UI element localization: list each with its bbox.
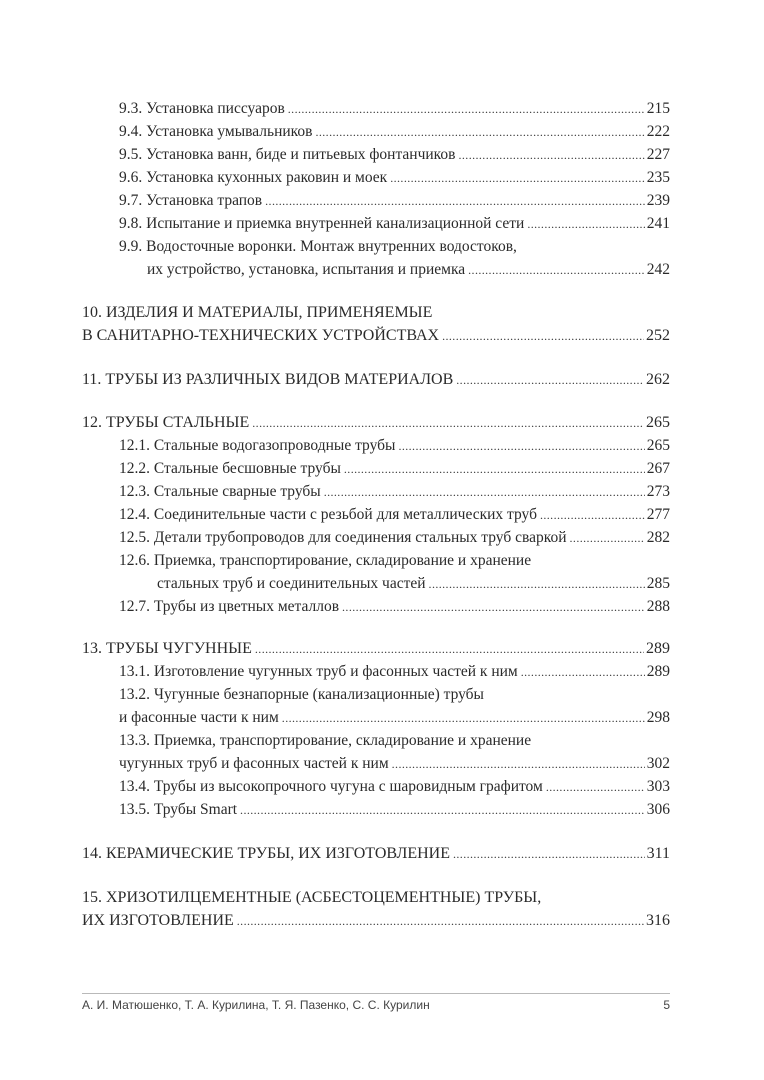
toc-section-title: 11. ТРУБЫ ИЗ РАЗЛИЧНЫХ ВИДОВ МАТЕРИАЛОВ [82,371,454,388]
toc-entry [119,799,670,821]
dot-leader [546,776,645,798]
toc-section-title: 14. КЕРАМИЧЕСКИЕ ТРУБЫ, ИХ ИЗГОТОВЛЕНИЕ [82,845,450,862]
toc-entry [119,190,670,212]
dot-leader [265,190,645,212]
toc-entry [119,596,670,618]
toc-entry [119,504,670,526]
dot-leader [527,213,644,235]
toc-entry [119,481,670,503]
toc-entry-text: 9.4. Установка умывальников [119,123,313,140]
toc-entry [119,527,670,549]
toc-page-number: 288 [646,598,670,615]
toc-entry-text: 9.7. Установка трапов [119,192,263,209]
toc-page-number: 267 [646,460,670,477]
toc-entry [119,167,670,189]
toc-entry [119,435,670,457]
toc-entry-text: 13.5. Трубы Smart [119,801,238,818]
toc-section-title: 13. ТРУБЫ ЧУГУННЫЕ [82,640,252,657]
dot-leader [342,596,645,618]
toc-entry [119,236,670,258]
dot-leader [442,325,644,347]
toc-entry [147,259,670,281]
toc-section [82,302,670,324]
toc-section [82,910,670,932]
toc-page-number: 311 [646,845,670,862]
toc-section [82,843,670,865]
toc-page-number: 306 [646,801,670,818]
toc-page-number: 262 [646,371,670,388]
toc-page-number: 227 [646,146,670,163]
dot-leader [282,707,645,729]
dot-leader [540,504,645,526]
toc-entry-text: 9.9. Водосточные воронки. Монтаж внутренних водостоков, [119,238,517,255]
dot-leader [324,481,645,503]
dot-leader [392,753,645,775]
toc-section [82,638,670,660]
dot-leader [237,910,644,932]
footer-authors: А. И. Матюшенко, Т. А. Курилина, Т. Я. Пазенко, С. С. Курилин [82,998,430,1012]
toc-page-number: 241 [646,215,670,232]
toc-page-number: 265 [646,414,670,431]
dot-leader [453,843,645,865]
toc-page-number: 289 [646,663,670,680]
toc-entry-text: 9.3. Установка писсуаров [119,100,285,117]
toc-entry-text: 13.4. Трубы из высокопрочного чугуна с шаровидным графитом [119,778,543,795]
toc-page-number: 215 [646,100,670,117]
toc-page-number: 273 [646,483,670,500]
toc-entry-text: 12.2. Стальные бесшовные трубы [119,460,341,477]
toc-page-number: 265 [646,437,670,454]
toc-entry-text: 12.5. Детали трубопроводов для соединения стальных труб сваркой [119,529,567,546]
toc-entry [119,458,670,480]
toc-section-title: ИХ ИЗГОТОВЛЕНИЕ [82,912,234,929]
toc-entry-text: чугунных труб и фасонных частей к ним [119,755,389,772]
dot-leader [252,412,644,434]
toc-entry-text: 13.2. Чугунные безнапорные (канализационные) трубы [119,686,484,703]
toc-section [82,412,670,434]
toc-entry-text: 12.1. Стальные водогазопроводные трубы [119,437,396,454]
toc-page-number: 282 [646,529,670,546]
toc-section-title: В САНИТАРНО-ТЕХНИЧЕСКИХ УСТРОЙСТВАХ [82,327,440,344]
dot-leader [344,458,645,480]
toc-entry [157,573,670,595]
toc-entry [119,661,670,683]
dot-leader [429,573,645,595]
toc-entry-text: 9.8. Испытание и приемка внутренней канализационной сети [119,215,525,232]
dot-leader [390,167,645,189]
toc-entry [119,753,670,775]
toc-entry [119,121,670,143]
footer-divider [82,993,670,994]
toc-entry [119,98,670,120]
toc-page-number: 302 [646,755,670,772]
toc-entry [119,213,670,235]
toc-entry-text: стальных труб и соединительных частей [157,575,426,592]
footer-page-number: 5 [663,998,670,1012]
dot-leader [240,799,645,821]
toc-page-number: 252 [646,327,670,344]
toc-page-number: 289 [646,640,670,657]
toc-entry-text: и фасонные части к ним [119,709,279,726]
toc-section [82,887,670,909]
toc-page-number: 235 [646,169,670,186]
toc-entry [119,707,670,729]
toc-entry [119,730,670,752]
toc-entry-text: 13.1. Изготовление чугунных труб и фасонных частей к ним [119,663,518,680]
toc-page-number: 277 [646,506,670,523]
toc-page-number: 239 [646,192,670,209]
toc-entry-text: 12.3. Стальные сварные трубы [119,483,321,500]
dot-leader [570,527,645,549]
toc-entry-text: 12.7. Трубы из цветных металлов [119,598,340,615]
toc-section-title: 12. ТРУБЫ СТАЛЬНЫЕ [82,414,250,431]
toc-section-title: 10. ИЗДЕЛИЯ И МАТЕРИАЛЫ, ПРИМЕНЯЕМЫЕ [82,304,433,321]
toc-entry [119,550,670,572]
toc-page-number: 222 [646,123,670,140]
toc-entry [119,776,670,798]
dot-leader [255,638,644,660]
toc-entry-text: 13.3. Приемка, транспортирование, складирование и хранение [119,732,532,749]
toc-entry-text: их устройство, установка, испытания и приемка [147,261,466,278]
dot-leader [521,661,645,683]
toc-entry-text: 12.4. Соединительные части с резьбой для металлических труб [119,506,537,523]
toc-page-number: 316 [646,912,670,929]
dot-leader [398,435,644,457]
dot-leader [315,121,644,143]
toc-section-title: 15. ХРИЗОТИЛЦЕМЕНТНЫЕ (АСБЕСТОЦЕМЕНТНЫЕ) ТРУБЫ, [82,889,542,906]
toc-page-number: 303 [646,778,670,795]
toc-entry-text: 9.5. Установка ванн, биде и питьевых фонтанчиков [119,146,456,163]
toc-page-number: 242 [646,261,670,278]
toc-page-number: 298 [646,709,670,726]
dot-leader [468,259,645,281]
toc-entry-text: 9.6. Установка кухонных раковин и моек [119,169,388,186]
toc-section [82,369,670,391]
toc-page-number: 285 [646,575,670,592]
toc-entry [119,684,670,706]
toc-section [82,325,670,347]
dot-leader [288,98,645,120]
toc-entry-text: 12.6. Приемка, транспортирование, складирование и хранение [119,552,532,569]
dot-leader [459,144,645,166]
toc-entry [119,144,670,166]
dot-leader [456,369,644,391]
